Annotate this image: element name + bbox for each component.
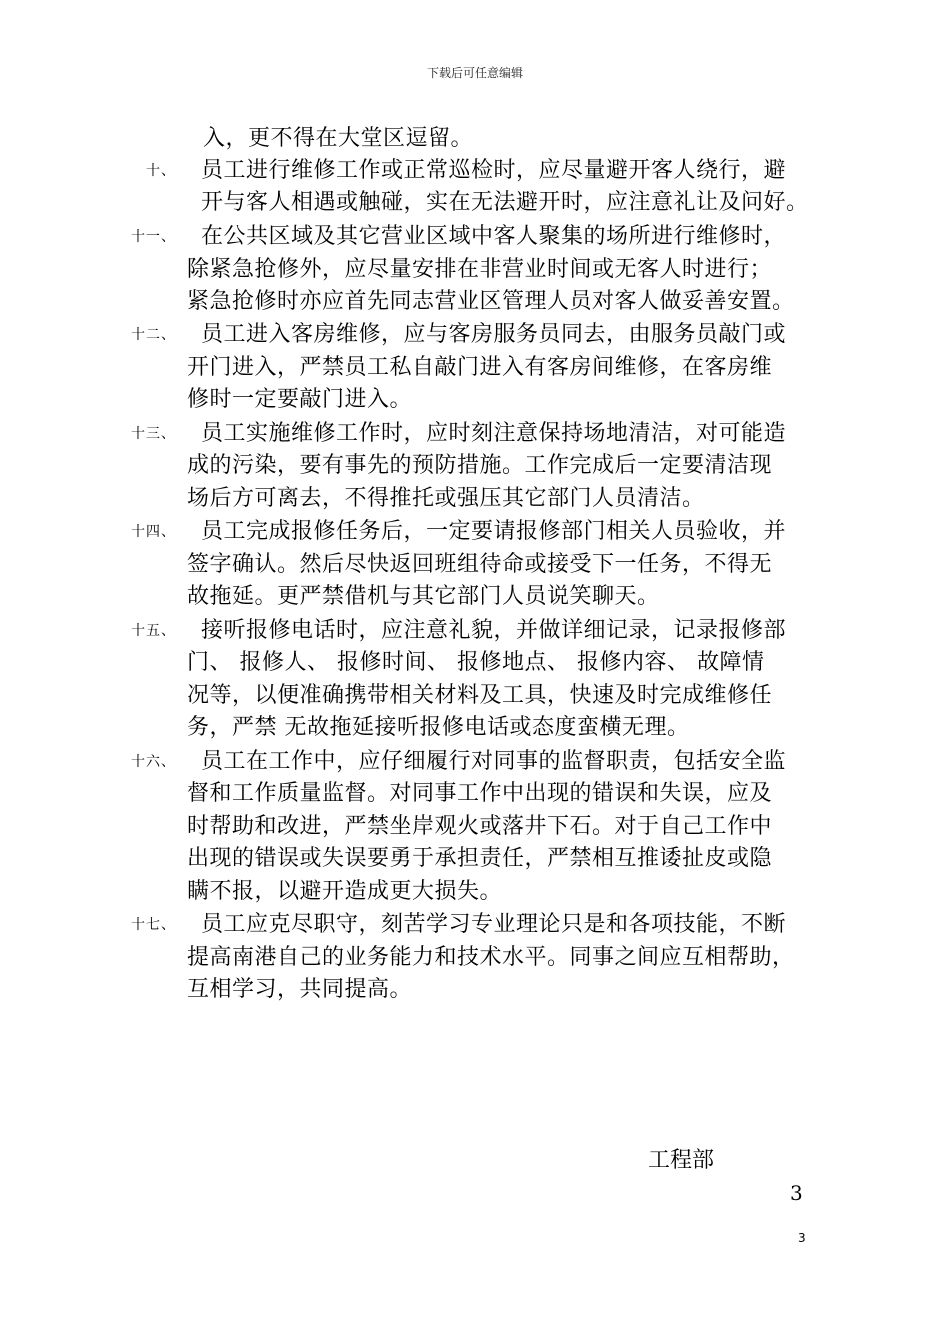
text-line: 员工进行维修工作或正常巡检时，应尽量避开客人绕行，避 (201, 158, 787, 183)
page-number-footer: 3 (798, 1231, 806, 1245)
text-line: 成的污染，要有事先的预防措施。工作完成后一定要清洁现 (187, 453, 773, 478)
text-line: 况等，以便准确携带相关材料及工具，快速及时完成维修任 (187, 683, 773, 708)
text-line: 员工实施维修工作时，应时刻注意保持场地清洁，对可能造 (201, 421, 787, 446)
item-number: 十、 (146, 163, 176, 179)
item-number: 十三、 (131, 426, 176, 442)
text-line: 签字确认。然后尽快返回班组待命或接受下一任务，不得无 (187, 552, 773, 577)
page-header: 下载后可任意编辑 (426, 66, 523, 80)
text-line: 时帮助和改进，严禁坐岸观火或落井下石。对于自己工作中 (187, 814, 773, 839)
text-line: 修时一定要敲门进入。 (187, 387, 413, 412)
text-line: 接听报修电话时，应注意礼貌，并做详细记录，记录报修部 (201, 618, 787, 643)
item-number: 十五、 (131, 623, 176, 639)
text-line: 场后方可离去，不得推托或强压其它部门人员清洁。 (187, 486, 705, 511)
text-line: 员工完成报修任务后，一定要请报修部门相关人员验收，并 (201, 519, 787, 544)
text-line: 开与客人相遇或触碰，实在无法避开时，应注意礼让及问好。 (201, 190, 809, 215)
item-number: 十二、 (131, 327, 176, 343)
text-line: 出现的错误或失误要勇于承担责任，严禁相互推诿扯皮或隐 (187, 846, 773, 871)
page-number: 3 (790, 1181, 803, 1205)
text-line: 紧急抢修时亦应首先同志营业区管理人员对客人做妥善安置。 (187, 289, 795, 314)
text-line: 员工在工作中，应仔细履行对同事的监督职责，包括安全监 (201, 749, 787, 774)
text-line: 员工进入客房维修，应与客房服务员同去，由服务员敲门或 (201, 322, 787, 347)
item-number: 十四、 (131, 524, 176, 540)
text-line: 督和工作质量监督。对同事工作中出现的错误和失误，应及 (187, 781, 773, 806)
text-line: 互相学习，共同提高。 (187, 977, 413, 1002)
item-number: 十一、 (131, 229, 176, 245)
text-line: 瞒不报，以避开造成更大损失。 (187, 879, 503, 904)
text-line: 务，严禁 无故拖延接听报修电话或态度蛮横无理。 (187, 715, 690, 740)
text-line: 开门进入，严禁员工私自敲门进入有客房间维修，在客房维 (187, 355, 773, 380)
text-line: 除紧急抢修外，应尽量安排在非营业时间或无客人时进行； (187, 257, 773, 282)
text-line: 故拖延。更严禁借机与其它部门人员说笑聊天。 (187, 584, 660, 609)
text-line: 在公共区域及其它营业区域中客人聚集的场所进行维修时， (201, 224, 787, 249)
text-line: 入，更不得在大堂区逗留。 (203, 126, 474, 151)
text-line: 员工应克尽职守，刻苦学习专业理论只是和各项技能，不断 (201, 912, 787, 937)
department-signature: 工程部 (648, 1148, 715, 1173)
item-number: 十七、 (131, 917, 176, 933)
text-line: 门、 报修人、 报修时间、 报修地点、 报修内容、 故障情 (187, 650, 765, 675)
item-number: 十六、 (131, 754, 176, 770)
text-line: 提高南港自己的业务能力和技术水平。同事之间应互相帮助， (187, 945, 795, 970)
